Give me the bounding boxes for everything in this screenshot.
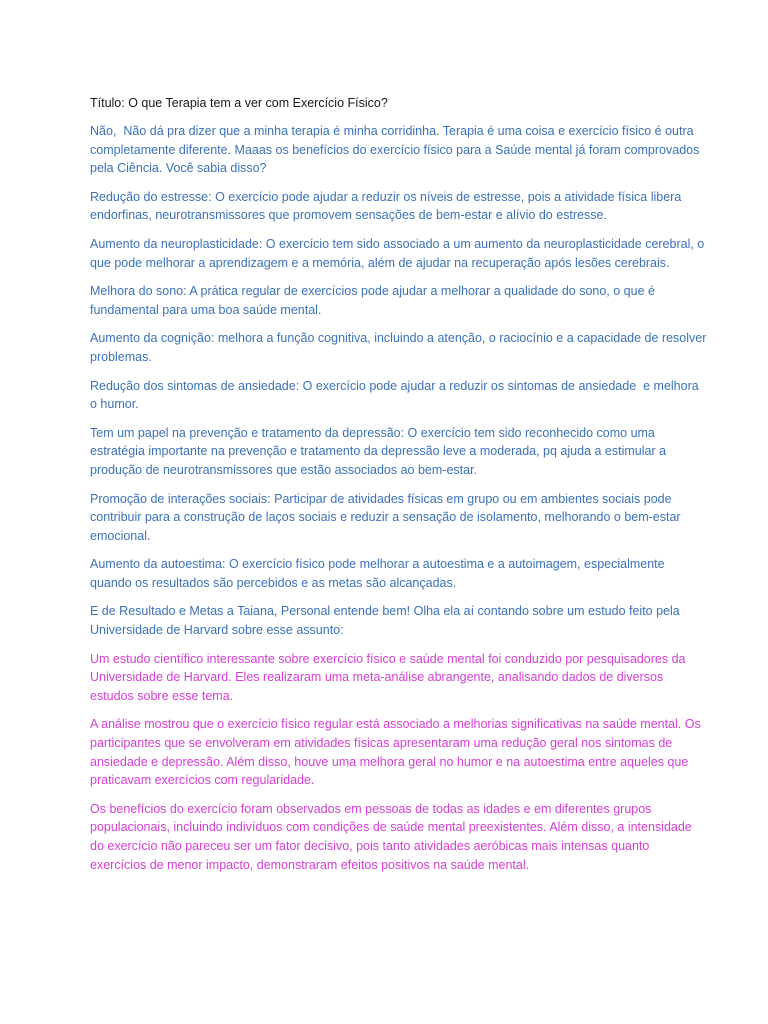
- cognition-paragraph: Aumento da cognição: melhora a função cognitiva, incluindo a atenção, o raciocínio e a capacidade de resolver problemas.: [90, 331, 710, 364]
- social-interactions-paragraph: Promoção de interações sociais: Participar de atividades físicas em grupo ou em ambientes sociais pode contribuir para a construção de laços sociais e reduzir a sensação de isolamento, melhorando o bem-estar emocional.: [90, 491, 685, 543]
- sleep-paragraph: Melhora do sono: A prática regular de exercícios pode ajudar a melhorar a qualidade do sono, o que é fundamental para uma boa saúde mental.: [90, 284, 659, 317]
- benefits-paragraph: Os benefícios do exercício foram observados em pessoas de todas as idades e em diferentes grupos populacionais, incluindo indivíduos com condições de saúde mental preexistentes. Além disso, a intensidade do exercício não pareceu ser um fator decisivo, pois tanto atividades aeróbicas mais intensas quanto exercícios de menor impacto, demonstraram efeitos positivos na saúde mental.: [90, 801, 696, 872]
- anxiety-paragraph: Redução dos sintomas de ansiedade: O exercício pode ajudar a reduzir os sintomas de ansiedade e melhora o humor.: [90, 378, 703, 412]
- intro-paragraph: Não, Não dá pra dizer que a minha terapia é minha corridinha. Terapia é uma coisa e exercício físico é outra completamente diferente. Maaas os benefícios do exercício físico para a Saúde mental já foram comprovados pela Ciência. Você sabia disso?: [90, 124, 703, 176]
- analysis-results-paragraph: A análise mostrou que o exercício físico regular está associado a melhorias significativas na saúde mental. Os participantes que se envolveram em atividades físicas apresentaram uma redução geral nos sintomas de ansiedade e depressão. Além disso, houve uma melhora geral no humor e na autoestima entre aqueles que praticavam exercícios com regularidade.: [90, 717, 705, 788]
- harvard-study-paragraph: Um estudo científico interessante sobre exercício físico e saúde mental foi conduzido por pesquisadores da Universidade de Harvard. Eles realizaram uma meta-análise abrangente, analisando dados de diversos estudos sobre esse tema.: [90, 651, 689, 703]
- depression-paragraph: Tem um papel na prevenção e tratamento da depressão: O exercício tem sido reconhecido como uma estratégia importante na prevenção e tratamento da depressão leve a moderada, pq ajuda a estimular a produção de neurotransmissores que estão associados ao bem-estar.: [90, 425, 670, 477]
- self-esteem-paragraph: Aumento da autoestima: O exercício físico pode melhorar a autoestima e a autoimagem, especialmente quando os resultados são percebidos e as metas são alcançadas.: [90, 557, 669, 590]
- neuroplasticity-paragraph: Aumento da neuroplasticidade: O exercício tem sido associado a um aumento da neuroplasticidade cerebral, o que pode melhorar a aprendizagem e a memória, além de ajudar na recuperação após lesões cerebrais.: [90, 236, 708, 270]
- stress-reduction-paragraph: Redução do estresse: O exercício pode ajudar a reduzir os níveis de estresse, pois a atividade física libera endorfinas, neurotransmissores que promovem sensações de bem-estar e alívio do estresse.: [90, 189, 685, 223]
- document-title: Título: O que Terapia tem a ver com Exercício Físico?: [90, 96, 388, 110]
- harvard-intro-paragraph: E de Resultado e Metas a Taiana, Personal entende bem! Olha ela aí contando sobre um estudo feito pela Universidade de Harvard sobre esse assunto:: [90, 604, 684, 638]
